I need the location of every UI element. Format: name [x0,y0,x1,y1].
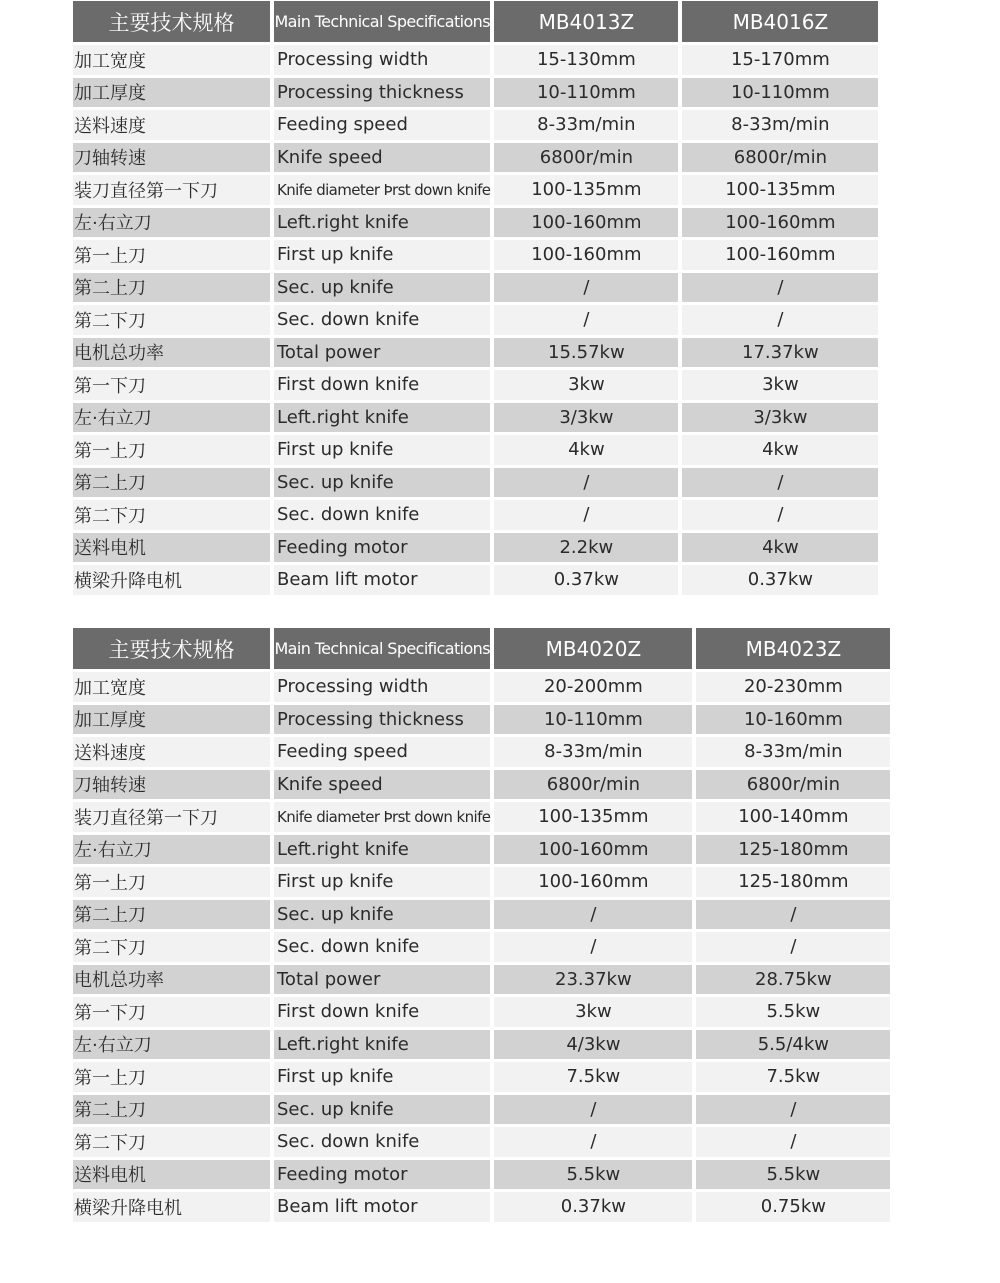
spec-name-cn: 横梁升降电机 [73,1192,270,1222]
spec-table-mb4013z-mb4016z [69,0,882,598]
table-row [73,1192,890,1222]
spec-name-cn: 左·右立刀 [73,835,270,865]
spec-name-cn: 装刀直径第一下刀 [73,802,270,832]
spec-name-cn: 第二下刀 [73,932,270,962]
spec-name-cn: 第一下刀 [73,997,270,1027]
table-header-row [73,628,890,669]
spec-value-model-2: 28.75kw [696,965,890,995]
spec-name-en: Left.right knife [274,835,490,865]
spec-value-model-1: / [494,500,678,530]
spec-value-model-1: 2.2kw [494,533,678,563]
spec-value-model-1: 23.37kw [494,965,692,995]
spec-name-cn: 第一上刀 [73,1062,270,1092]
spec-name-en: Beam lift motor [274,1192,490,1222]
table-row [73,1127,890,1157]
spec-name-cn: 加工宽度 [73,672,270,702]
spec-name-cn: 第一上刀 [73,435,270,465]
spec-value-model-2: 0.75kw [696,1192,890,1222]
spec-value-model-2: 6800r/min [696,770,890,800]
spec-value-model-1: 100-135mm [494,175,678,205]
spec-value-model-1: 8-33m/min [494,737,692,767]
spec-value-model-1: 15-130mm [494,45,678,75]
table-row [73,997,890,1027]
spec-value-model-1: 20-200mm [494,672,692,702]
table-row [73,273,878,303]
table-body [73,45,878,595]
spec-name-en: Feeding speed [274,737,490,767]
spec-value-model-1: / [494,900,692,930]
spec-value-model-1: / [494,1095,692,1125]
spec-value-model-1: 4/3kw [494,1030,692,1060]
spec-value-model-2: 125-180mm [696,835,890,865]
spec-value-model-1: / [494,305,678,335]
spec-name-cn: 装刀直径第一下刀 [73,175,270,205]
spec-value-model-2: 100-160mm [682,208,878,238]
table-row [73,737,890,767]
spec-value-model-2: 100-140mm [696,802,890,832]
spec-name-cn: 左·右立刀 [73,403,270,433]
header-model-1: MB4020Z [494,628,692,669]
table-header-row [73,1,878,42]
spec-value-model-2: / [682,500,878,530]
spec-name-cn: 第二上刀 [73,273,270,303]
spec-name-en: Sec. up knife [274,900,490,930]
table-row [73,900,890,930]
spec-value-model-1: 6800r/min [494,143,678,173]
spec-value-model-2: 5.5kw [696,1160,890,1190]
table-row [73,1062,890,1092]
spec-value-model-2: 3kw [682,370,878,400]
spec-name-cn: 第二下刀 [73,305,270,335]
header-en-title: Main Technical Specifications [274,1,490,42]
spec-name-en: First down knife [274,370,490,400]
spec-value-model-1: 0.37kw [494,565,678,595]
table-row [73,1160,890,1190]
spec-value-model-2: 6800r/min [682,143,878,173]
spec-value-model-1: 15.57kw [494,338,678,368]
spec-name-en: First down knife [274,997,490,1027]
table-row [73,565,878,595]
spec-name-en: Knife diameter Þrst down knife [274,802,490,832]
header-cn-title: 主要技术规格 [73,1,270,42]
spec-name-en: Left.right knife [274,208,490,238]
spec-value-model-1: / [494,468,678,498]
table-body [73,672,890,1222]
spec-name-cn: 第二上刀 [73,900,270,930]
spec-value-model-1: / [494,932,692,962]
spec-name-en: Feeding motor [274,533,490,563]
spec-value-model-1: 10-110mm [494,78,678,108]
table-row [73,533,878,563]
spec-value-model-2: 5.5kw [696,997,890,1027]
spec-name-en: Knife speed [274,770,490,800]
table-row [73,338,878,368]
spec-name-en: Knife diameter Þrst down knife [274,175,490,205]
header-model-2: MB4023Z [696,628,890,669]
spec-value-model-2: 7.5kw [696,1062,890,1092]
spec-name-en: First up knife [274,867,490,897]
spec-name-en: Feeding speed [274,110,490,140]
spec-value-model-1: 100-160mm [494,208,678,238]
spec-name-cn: 第一下刀 [73,370,270,400]
spec-name-cn: 第二下刀 [73,500,270,530]
spec-name-cn: 加工厚度 [73,78,270,108]
spec-name-en: First up knife [274,1062,490,1092]
spec-value-model-2: 8-33m/min [696,737,890,767]
spec-value-model-1: / [494,273,678,303]
spec-name-en: Left.right knife [274,1030,490,1060]
table-row [73,110,878,140]
spec-name-en: First up knife [274,240,490,270]
spec-name-cn: 电机总功率 [73,338,270,368]
spec-name-en: Processing width [274,672,490,702]
spec-value-model-1: 100-160mm [494,240,678,270]
spec-value-model-2: 0.37kw [682,565,878,595]
spec-name-cn: 送料速度 [73,110,270,140]
spec-value-model-2: 5.5/4kw [696,1030,890,1060]
spec-value-model-1: 3/3kw [494,403,678,433]
spec-name-en: Sec. up knife [274,1095,490,1125]
spec-value-model-1: 100-135mm [494,802,692,832]
spec-name-cn: 横梁升降电机 [73,565,270,595]
spec-value-model-2: / [696,900,890,930]
spec-value-model-2: / [682,305,878,335]
spec-name-cn: 送料电机 [73,1160,270,1190]
header-model-1: MB4013Z [494,1,678,42]
header-cn-title: 主要技术规格 [73,628,270,669]
spec-value-model-2: 20-230mm [696,672,890,702]
spec-name-en: Sec. down knife [274,305,490,335]
spec-name-en: Feeding motor [274,1160,490,1190]
spec-table-mb4020z-mb4023z [69,625,894,1225]
spec-value-model-1: 6800r/min [494,770,692,800]
spec-value-model-1: 5.5kw [494,1160,692,1190]
spec-value-model-2: 15-170mm [682,45,878,75]
table-row [73,370,878,400]
spec-value-model-2: 10-110mm [682,78,878,108]
spec-value-model-2: 125-180mm [696,867,890,897]
table-row [73,705,890,735]
table-row [73,45,878,75]
spec-value-model-1: 100-160mm [494,867,692,897]
spec-value-model-2: / [682,468,878,498]
table-row [73,1095,890,1125]
spec-name-cn: 加工宽度 [73,45,270,75]
table-row [73,305,878,335]
spec-value-model-2: 8-33m/min [682,110,878,140]
table-row [73,468,878,498]
spec-name-cn: 第一上刀 [73,867,270,897]
spec-value-model-1: 10-110mm [494,705,692,735]
table-row [73,835,890,865]
spec-name-cn: 电机总功率 [73,965,270,995]
table-row [73,932,890,962]
table-row [73,965,890,995]
table-row [73,1030,890,1060]
header-en-title: Main Technical Specifications [274,628,490,669]
table-row [73,175,878,205]
spec-name-cn: 刀轴转速 [73,143,270,173]
spec-name-cn: 第一上刀 [73,240,270,270]
spec-value-model-2: 17.37kw [682,338,878,368]
spec-name-en: Knife speed [274,143,490,173]
spec-name-en: Sec. down knife [274,1127,490,1157]
spec-name-cn: 第二上刀 [73,468,270,498]
spec-name-cn: 送料速度 [73,737,270,767]
spec-value-model-1: 7.5kw [494,1062,692,1092]
spec-name-cn: 加工厚度 [73,705,270,735]
spec-value-model-1: 0.37kw [494,1192,692,1222]
spec-name-en: Sec. down knife [274,932,490,962]
spec-name-en: Total power [274,338,490,368]
spec-name-en: Processing thickness [274,705,490,735]
spec-name-en: Sec. up knife [274,273,490,303]
spec-value-model-2: 4kw [682,533,878,563]
spec-name-en: Processing width [274,45,490,75]
spec-value-model-2: 3/3kw [682,403,878,433]
spec-value-model-1: 3kw [494,370,678,400]
table-row [73,403,878,433]
spec-value-model-1: 3kw [494,997,692,1027]
spec-name-cn: 第二下刀 [73,1127,270,1157]
spec-value-model-2: / [696,1095,890,1125]
table-row [73,208,878,238]
table-row [73,435,878,465]
spec-value-model-2: / [696,932,890,962]
table-row [73,78,878,108]
spec-name-en: Total power [274,965,490,995]
spec-name-cn: 左·右立刀 [73,208,270,238]
spec-name-en: Left.right knife [274,403,490,433]
spec-name-en: Sec. up knife [274,468,490,498]
header-model-2: MB4016Z [682,1,878,42]
spec-value-model-2: 4kw [682,435,878,465]
spec-value-model-2: 100-135mm [682,175,878,205]
spec-value-model-2: / [696,1127,890,1157]
spec-name-en: Beam lift motor [274,565,490,595]
spec-name-en: Sec. down knife [274,500,490,530]
spec-name-cn: 第二上刀 [73,1095,270,1125]
table-row [73,240,878,270]
spec-name-en: First up knife [274,435,490,465]
spec-value-model-1: 8-33m/min [494,110,678,140]
table-row [73,500,878,530]
table-row [73,672,890,702]
table-row [73,867,890,897]
table-row [73,770,890,800]
spec-value-model-2: 10-160mm [696,705,890,735]
spec-value-model-2: 100-160mm [682,240,878,270]
spec-value-model-1: / [494,1127,692,1157]
spec-name-cn: 送料电机 [73,533,270,563]
spec-value-model-1: 100-160mm [494,835,692,865]
spec-value-model-2: / [682,273,878,303]
spec-name-cn: 左·右立刀 [73,1030,270,1060]
table-row [73,802,890,832]
spec-name-en: Processing thickness [274,78,490,108]
table-row [73,143,878,173]
spec-name-cn: 刀轴转速 [73,770,270,800]
spec-value-model-1: 4kw [494,435,678,465]
